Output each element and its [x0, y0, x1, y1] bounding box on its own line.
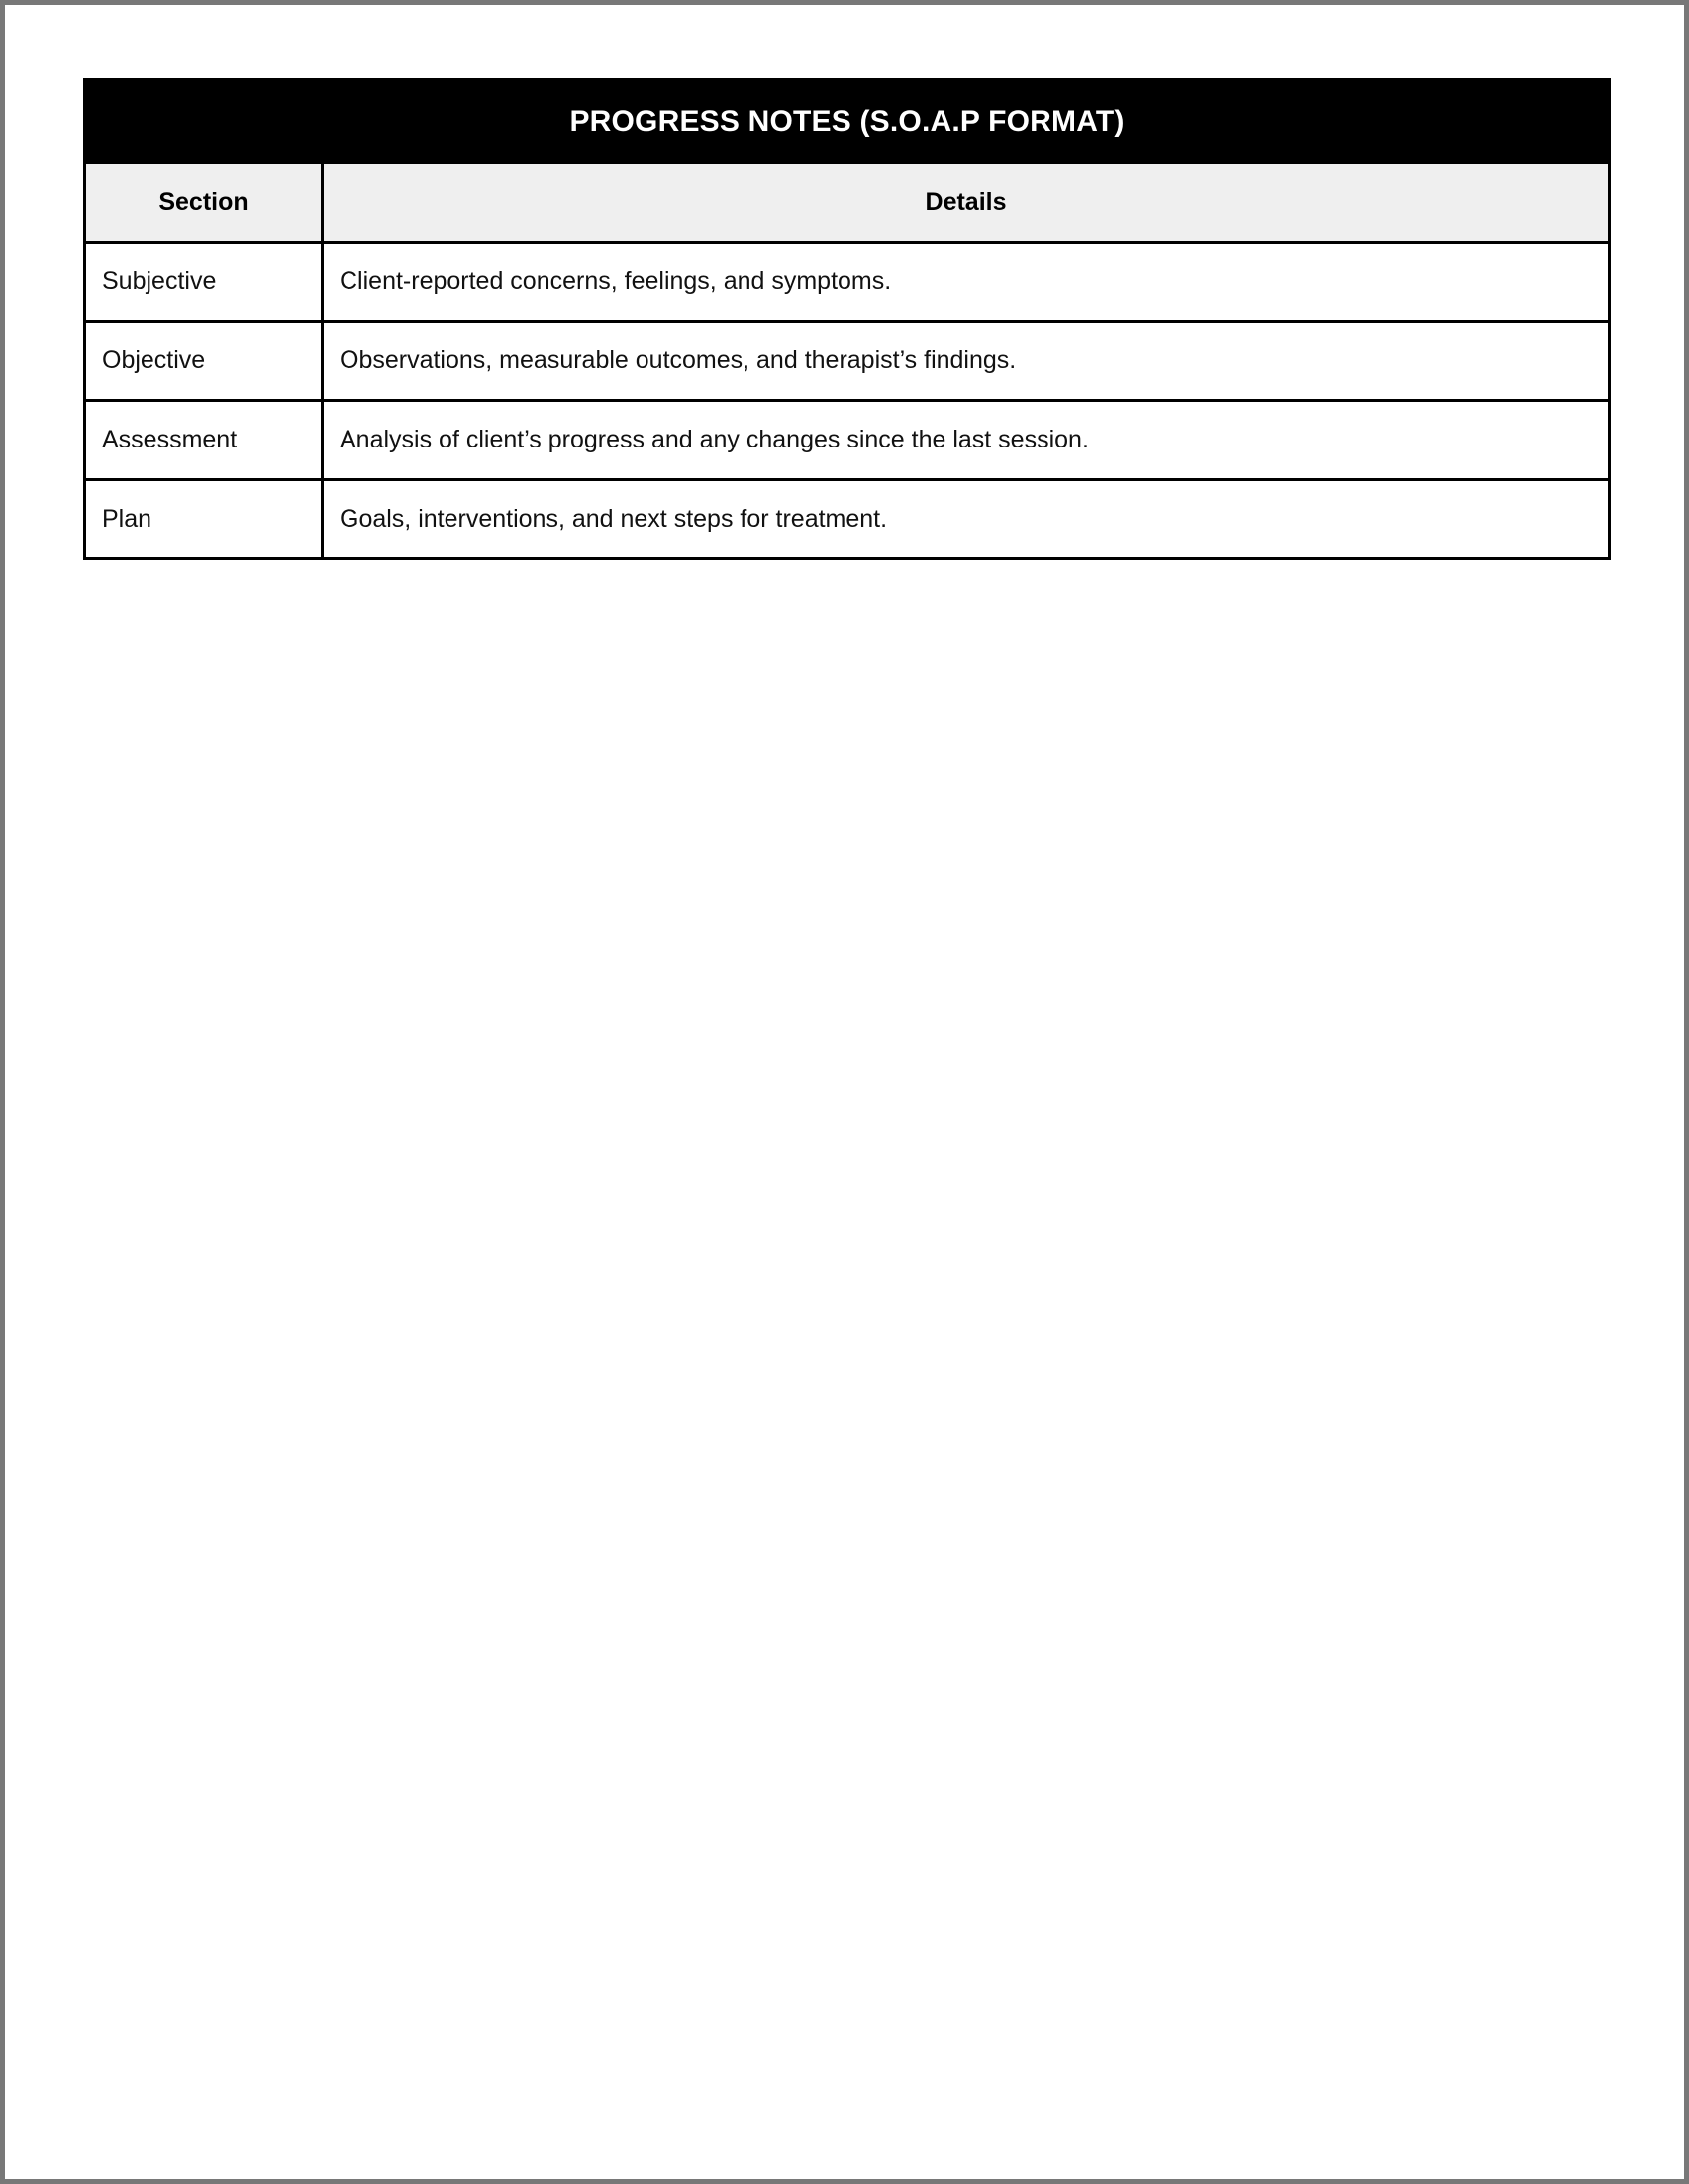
cell-section-details: Analysis of client’s progress and any changes since the last session. — [323, 401, 1610, 480]
table-title-row — [85, 80, 1610, 163]
table-row — [85, 480, 1610, 559]
cell-section-name: Plan — [85, 480, 323, 559]
table-row — [85, 401, 1610, 480]
table-title: PROGRESS NOTES (S.O.A.P FORMAT) — [85, 80, 1610, 163]
cell-section-details: Goals, interventions, and next steps for treatment. — [323, 480, 1610, 559]
cell-section-details: Observations, measurable outcomes, and therapist’s findings. — [323, 322, 1610, 401]
table-header-row — [85, 163, 1610, 243]
table-row — [85, 322, 1610, 401]
page-content-area — [83, 78, 1608, 560]
cell-section-name: Assessment — [85, 401, 323, 480]
column-header-details: Details — [323, 163, 1610, 243]
cell-section-name: Subjective — [85, 243, 323, 322]
table-body — [85, 243, 1610, 559]
cell-section-details: Client-reported concerns, feelings, and symptoms. — [323, 243, 1610, 322]
progress-notes-table — [83, 78, 1611, 560]
column-header-section: Section — [85, 163, 323, 243]
cell-section-name: Objective — [85, 322, 323, 401]
table-row — [85, 243, 1610, 322]
